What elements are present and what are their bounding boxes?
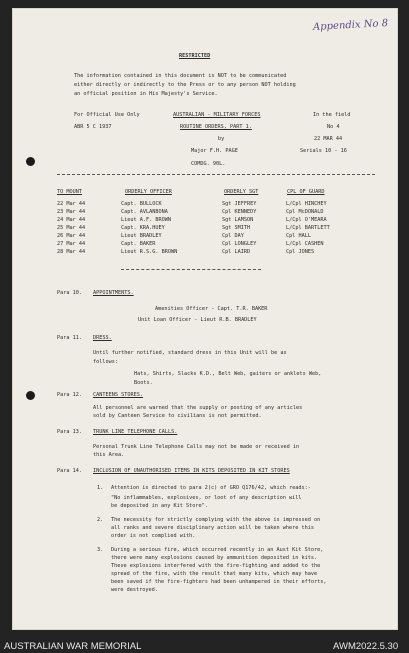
commanding-title: COMDG. 90L. xyxy=(191,161,226,167)
serials: Serials 10 - 16 xyxy=(300,148,347,154)
punch-hole xyxy=(26,157,35,166)
document-page xyxy=(12,8,398,630)
para-14-number: Para 14. xyxy=(57,468,82,474)
commanding-officer: Major F.H. PAGE xyxy=(191,148,238,154)
roster-cell: 23 Mar 44 xyxy=(57,209,86,215)
roster-cell: L/Cpl BARTLETT xyxy=(286,225,330,231)
footer-source: AUSTRALIAN WAR MEMORIAL xyxy=(4,641,142,652)
roster-cell: 28 Mar 44 xyxy=(57,249,86,255)
order-date: 22 MAR 44 xyxy=(314,136,343,142)
roster-cell: Capt. BULLOCK xyxy=(121,201,162,207)
item-line: spread of the fire, with the result that many kits, which may have xyxy=(111,571,318,577)
roster-cell: L/Cpl CASHEN xyxy=(286,241,324,247)
item-line: These explosions interfered with the fire-fighting and added to the xyxy=(111,563,321,569)
roster-cell: Cpl JONES xyxy=(286,249,315,255)
notice-line-2: either directly or indirectly to the Press or to any person NOT holding xyxy=(74,82,296,88)
para-12-title: CANTEENS STORES. xyxy=(93,392,143,398)
para-11-number: Para 11. xyxy=(57,335,82,341)
col-orderly-sgt: ORDERLY SGT xyxy=(224,189,259,195)
para-11-line: Until further notified, standard dress in this Unit will be as xyxy=(93,350,287,356)
para-12-line: All personnel are warned that the supply or posting of any articles xyxy=(93,405,303,411)
item-line: all ranks and severe disciplinary action will be taken where this xyxy=(111,525,315,531)
item-line: there were many explosions caused by ammunition deposited in kits. xyxy=(111,555,318,561)
item-line: The necessity for strictly complying with the above is impressed on xyxy=(111,517,321,523)
roster-cell: Sgt JEFFREY xyxy=(222,201,257,207)
punch-hole xyxy=(26,391,35,400)
official-use: For Official Use Only xyxy=(74,112,140,118)
roster-cell: Lieut A.F. BROWN xyxy=(121,217,171,223)
handwritten-annotation: Appendix No 8 xyxy=(312,18,389,33)
para-13-line: this Area. xyxy=(93,452,125,458)
para-10-line: Amenities Officer - Capt. T.R. BAKER xyxy=(155,306,268,312)
roster-cell: Capt. BAKER xyxy=(121,241,156,247)
roster-cell: Cpl McDONALD xyxy=(286,209,324,215)
roster-cell: Lieut R.S.G. BROWN xyxy=(121,249,178,255)
orders-title: ROUTINE ORDERS, PART 1. xyxy=(180,124,252,130)
para-12-number: Para 12. xyxy=(57,392,82,398)
para-11-line: follows: xyxy=(93,359,118,365)
para-10-number: Para 10. xyxy=(57,290,82,296)
classification: RESTRICTED xyxy=(179,53,211,59)
item-line: were destroyed. xyxy=(111,587,158,593)
para-10-line: Unit Loan Officer - Lieut R.B. BRADLEY xyxy=(138,317,257,323)
para-11-detail: Hats, Shirts, Slacks K.D., Belt Web, gaiters or anklets Web, xyxy=(134,371,322,377)
item-number: 1. xyxy=(97,485,104,491)
notice-line-3: an official position in His Majesty's Service. xyxy=(74,91,218,97)
roster-cell: 27 Mar 44 xyxy=(57,241,86,247)
stamp: ABR 5 C 1937 xyxy=(74,124,112,130)
roster-cell: L/Cpl HINCHEY xyxy=(286,201,327,207)
item-line: "No inflammables, explosives, or loot of any description will xyxy=(111,495,302,501)
footer-accession: AWM2022.5.30 xyxy=(333,641,399,652)
roster-cell: Sgt SMITH xyxy=(222,225,251,231)
roster-divider xyxy=(121,269,261,270)
divider xyxy=(57,174,375,175)
para-13-title: TRUNK LINE TELEPHONE CALLS. xyxy=(93,429,178,435)
roster-cell: Capt. KRA.HUEY xyxy=(121,225,165,231)
by-label: by xyxy=(218,136,225,142)
col-orderly-officer: ORDERLY OFFICER xyxy=(125,189,172,195)
roster-cell: Cpl LONGLEY xyxy=(222,241,257,247)
para-13-number: Para 13. xyxy=(57,429,82,435)
roster-cell: L/Cpl O'MEARA xyxy=(286,217,327,223)
roster-cell: Cpl KENNEDY xyxy=(222,209,257,215)
in-field: In the field xyxy=(313,112,351,118)
para-13-line: Personal Trunk Line Telephone Calls may not be made or received in xyxy=(93,444,300,450)
para-11-detail: Boots. xyxy=(134,380,153,386)
item-line: order is not complied with. xyxy=(111,533,196,539)
roster-cell: Cpl DAY xyxy=(222,233,244,239)
item-number: 2. xyxy=(97,517,104,523)
roster-cell: Sgt LAMSON xyxy=(222,217,254,223)
roster-cell: 25 Mar 44 xyxy=(57,225,86,231)
roster-cell: 26 Mar 44 xyxy=(57,233,86,239)
roster-cell: 24 Mar 44 xyxy=(57,217,86,223)
item-line: Attention is directed to para 2(c) of GRO Q176/42, which reads:- xyxy=(111,485,311,491)
force-name: AUSTRALIAN - MILITARY FORCES xyxy=(173,112,261,118)
roster-cell: 22 Mar 44 xyxy=(57,201,86,207)
col-cpl-of-guard: CPL OF GUARD xyxy=(287,189,325,195)
para-12-line: sold by Canteen Service to civilians is not permitted. xyxy=(93,413,262,419)
para-14-title: INCLUSION OF UNAUTHORISED ITEMS IN KITS DEPOSITED IN KIT STORES xyxy=(93,468,290,474)
item-number: 3. xyxy=(97,547,104,553)
roster-cell: Capt. AVLANBONA xyxy=(121,209,168,215)
roster-cell: Lieut BRADLEY xyxy=(121,233,162,239)
roster-cell: Cpl HALL xyxy=(286,233,311,239)
roster-cell: Cpl LAIRD xyxy=(222,249,251,255)
notice-line-1: The information contained in this document is NOT to be communicated xyxy=(74,73,287,79)
para-10-title: APPOINTMENTS. xyxy=(93,290,134,296)
col-to-mount: TO MOUNT xyxy=(57,189,82,195)
item-line: During a serious fire, which occurred recently in an Aust Kit Store, xyxy=(111,547,324,553)
item-line: been saved if the fire-fighters had been unhampered in their efforts, xyxy=(111,579,327,585)
item-line: be deposited in any Kit Store". xyxy=(111,503,208,509)
para-11-title: DRESS. xyxy=(93,335,112,341)
order-number: No 4 xyxy=(327,124,340,130)
